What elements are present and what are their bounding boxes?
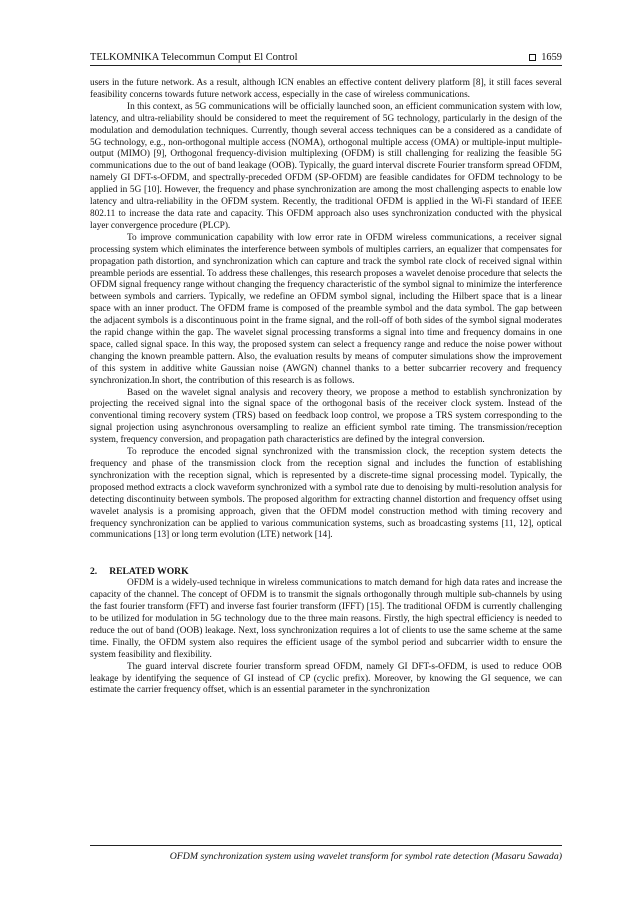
paragraph: Based on the wavelet signal analysis and recovery theory, we propose a method to establish synchronization by projecting the received signal into the signal space of the orthogonal basis of the receiver clock system. Instead of the conventional timing recovery system (TRS) based on feedback loop control, we propose a TRS system corresponding to the signal projection using asynchronous oversampling to realize an efficient symbol rate timing. The transmission/reception system, frequency conversion, and propagation path characteristics are defined by the integral conversion. xyxy=(90,387,562,446)
journal-title: TELKOMNIKA Telecommun Comput El Control xyxy=(90,52,298,63)
paragraph: To reproduce the encoded signal synchronized with the transmission clock, the reception system detects the frequency and phase of the transmission clock from the reception signal and includes the function of establishing synchronization with the reception signal, which is represented by a discrete-time signal processing model. Typically, the proposed method extracts a clock waveform synchronized with a symbol rate due to denoising by multi-resolution analysis for detecting discontinuity between symbols. The proposed algorithm for extracting channel distortion and frequency offset using wavelet analysis is a promising approach, given that the OFDM model construction method with timing recovery and frequency synchronization can be applied to various communication systems, such as broadcasting systems [11, 12], optical communications [13] or long term evolution (LTE) network [14]. xyxy=(90,447,562,541)
running-footer xyxy=(90,845,562,862)
paragraph: OFDM is a widely-used technique in wireless communications to match demand for high data rates and increase the capacity of the channel. The concept of OFDM is to transmit the signals orthogonally through multiple sub-channels by using the fast fourier transform (FFT) and inverse fast fourier transform (IFFT) [15]. The traditional OFDM is currently challenging to be utilized for modulation in 5G technology due to the three main reasons. Firstly, the high spectral efficiency is needed to reduce the out of band (OOB) leakage. Next, loss synchronization requires a lot of clients to use the same scheme at the same time. Finally, the OFDM system also requires the efficient usage of the symbol period and subcarrier width to ensure the system feasibility and flexibility. xyxy=(90,578,562,660)
paragraph: In this context, as 5G communications will be officially launched soon, an efficient communication system with low, latency, and ultra-reliability should be considered to meet the requirement of 5G technology, particularly in the design of the modulation and demodulation techniques. Currently, though several access techniques can be a considered as a candidate of 5G technology, e.g., non-orthogonal multiple access (NOMA), orthogonal multiple access (OMA) or multiple-input multiple-output (MIMO) [9], Orthogonal frequency-division multiplexing (OFDM) is still challenging for realizing the feasible 5G communications due to the out of band leakage (OOB). Typically, the guard interval discrete Fourier transform spread OFDM, namely GI DFT-s-OFDM, and spectrally-preceded OFDM (SP-OFDM) are feasible candidates for OFDM technology to be applied in 5G [10]. However, the frequency and phase synchronization are among the most challenging aspects to enable low latency and ultra-reliability in the OFDM system. Recently, the traditional OFDM is applied in the Wi-Fi standard of IEEE 802.11 to increase the data rate and capacity. This OFDM approach also uses synchronization conducted with the physical layer convergence procedure (PLCP). xyxy=(90,101,562,231)
body-text xyxy=(90,78,562,697)
square-box-icon xyxy=(529,54,536,61)
paragraph: The guard interval discrete fourier transform spread OFDM, namely GI DFT-s-OFDM, is used to reduce OOB leakage by identifying the sequence of GI instead of CP (cyclic prefix). Moreover, by knowing the GI sequence, we can estimate the carrier frequency offset, which is an essential parameter in the synchronization xyxy=(90,661,562,696)
footer-text: OFDM synchronization system using wavelet transform for symbol rate detection (Masaru Sawada) xyxy=(169,851,562,862)
section-heading xyxy=(90,566,562,578)
section-title: RELATED WORK xyxy=(109,566,189,578)
paragraph: users in the future network. As a result, although ICN enables an effective content delivery platform [8], it still faces several feasibility concerns towards future network access, especially in the case of wireless communications. xyxy=(90,78,562,100)
section-number: 2. xyxy=(90,566,98,578)
page-number: 1659 xyxy=(541,52,562,63)
page-number-group xyxy=(529,52,562,63)
paragraph: To improve communication capability with low error rate in OFDM wireless communications, a receiver signal processing system which eliminates the interference between symbols of multiples carriers, an equalizer that compensates for propagation path distortion, and synchronization which can capture and track the symbol rate clock of received signal within preamble periods are essential. To address these challenges, this research proposes a wavelet denoise procedure that selects the OFDM signal frequency range without changing the frequency characteristic of the symbol signal to minimize the interference between symbols and carriers. Typically, we redefine an OFDM symbol signal, including the Hilbert space that is a linear space with an inner product. The OFDM frame is composed of the preamble symbol and the data symbol. The gap between the adjacent symbols is a discontinuous point in the frame signal, and the roll-off of both sides of the symbol signal moderates the rapid change within the gap. The wavelet signal processing transforms a signal into time and frequency domains in one space, called signal space. In this way, the proposed system can select a frequency range and reduce the noise power without changing the known preamble pattern. Also, the evaluation results by means of computer simulations show the improvement of this system in additive white Gaussian noise (AWGN) channel thanks to a better subcarrier recovery and frequency synchronization.In short, the contribution of this research is as follows. xyxy=(90,232,562,386)
running-header xyxy=(90,47,562,66)
